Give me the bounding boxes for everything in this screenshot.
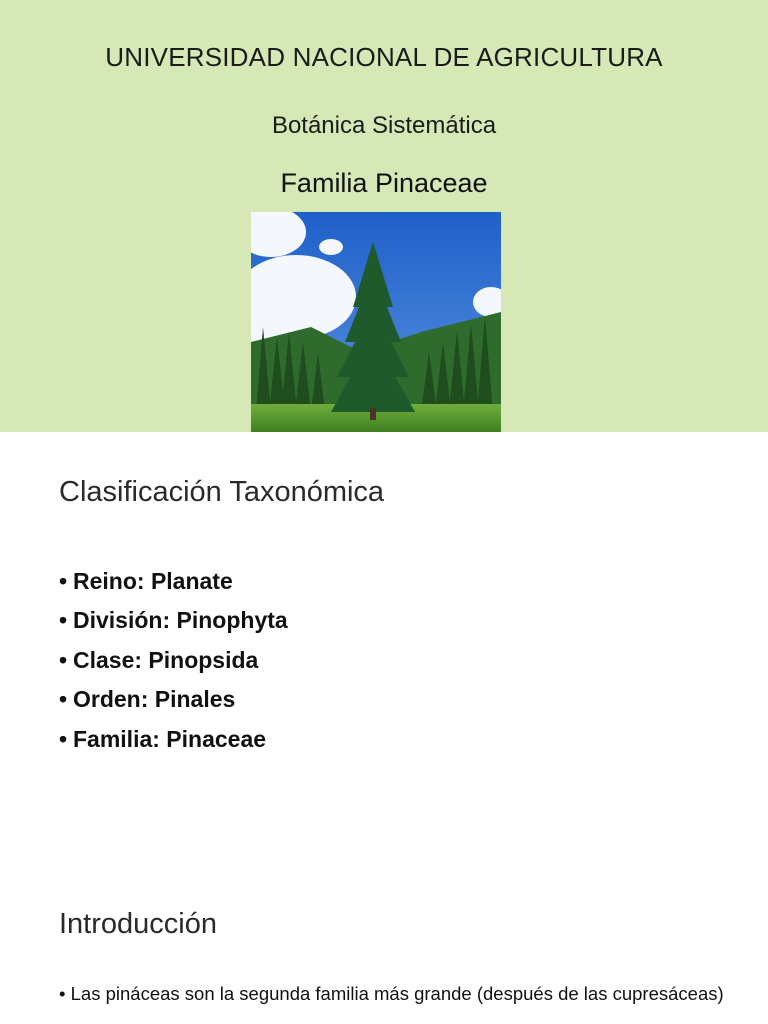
intro-text: Las pináceas son la segunda familia más grande (después de las cupresáceas) — [70, 983, 724, 1004]
intro-heading: Introducción — [59, 908, 217, 940]
pine-tree-illustration — [251, 212, 501, 432]
list-item: • Reino: Planate — [59, 568, 233, 594]
taxonomy-heading: Clasificación Taxonómica — [59, 476, 385, 508]
course-title: Botánica Sistemática — [271, 112, 497, 139]
title-slide — [0, 0, 768, 432]
list-item: • Orden: Pinales — [59, 686, 236, 713]
taxonomy-list — [59, 562, 288, 759]
family-title: Familia Pinaceae — [280, 168, 488, 198]
intro-paragraph: • Las pináceas son la segunda familia más grande (después de las cupresáceas) — [59, 983, 724, 1004]
pine-tree-photo — [251, 212, 501, 432]
university-title: UNIVERSIDAD NACIONAL DE AGRICULTURA — [105, 42, 663, 72]
list-item: • División: Pinophyta — [59, 607, 288, 634]
list-item: • Clase: Pinopsida — [59, 646, 259, 673]
list-item: • Familia: Pinaceae — [59, 725, 267, 752]
